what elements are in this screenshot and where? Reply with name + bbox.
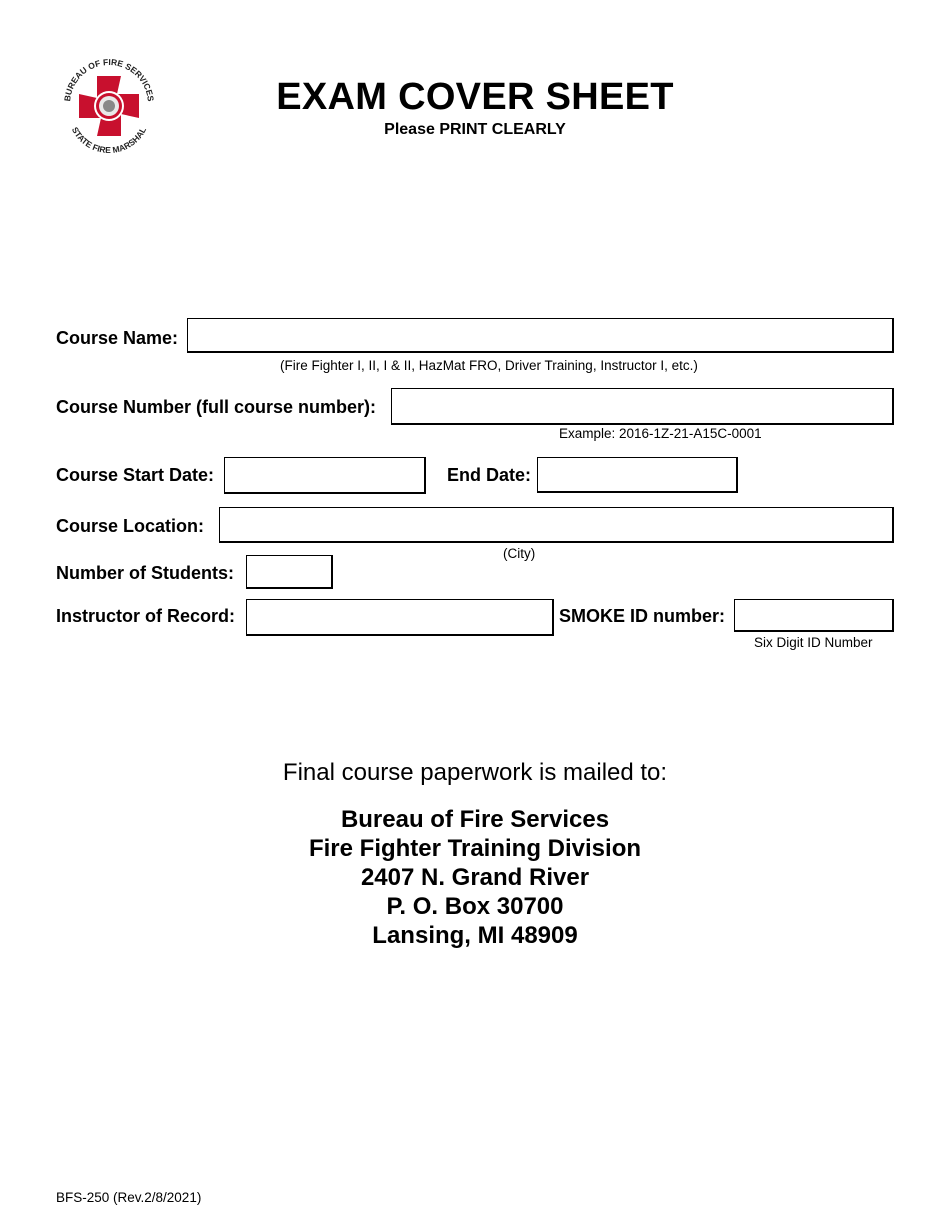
num-students-label: Number of Students: bbox=[56, 563, 234, 583]
start-date-label: Course Start Date: bbox=[56, 465, 215, 485]
smoke-id-field[interactable] bbox=[734, 599, 894, 632]
end-date-label: End Date: bbox=[447, 465, 532, 485]
address-line: P. O. Box 30700 bbox=[386, 893, 564, 920]
instructor-input[interactable] bbox=[247, 600, 552, 634]
smoke-id-input[interactable] bbox=[735, 600, 892, 630]
mailing-address bbox=[0, 805, 950, 950]
course-name-input[interactable] bbox=[188, 319, 892, 351]
course-name-field[interactable] bbox=[187, 318, 894, 353]
smoke-id-label: SMOKE ID number: bbox=[559, 606, 726, 626]
end-date-input[interactable] bbox=[538, 458, 736, 491]
course-number-field[interactable] bbox=[391, 388, 894, 425]
page-subtitle: Please PRINT CLEARLY bbox=[384, 121, 566, 138]
course-location-label: Course Location: bbox=[56, 516, 205, 536]
course-number-input[interactable] bbox=[392, 389, 892, 423]
smoke-id-hint: Six Digit ID Number bbox=[754, 635, 873, 650]
course-location-hint: (City) bbox=[503, 546, 536, 561]
start-date-field[interactable] bbox=[224, 457, 426, 494]
page-title: EXAM COVER SHEET bbox=[276, 76, 674, 118]
mailing-intro: Final course paperwork is mailed to: bbox=[282, 759, 668, 786]
course-number-hint: Example: 2016-1Z-21-A15C-0001 bbox=[559, 426, 762, 441]
instructor-field[interactable] bbox=[246, 599, 554, 636]
address-line: Fire Fighter Training Division bbox=[308, 835, 642, 862]
address-line: 2407 N. Grand River bbox=[360, 864, 590, 891]
instructor-label: Instructor of Record: bbox=[56, 606, 236, 626]
start-date-input[interactable] bbox=[225, 458, 424, 492]
form-id: BFS-250 (Rev.2/8/2021) bbox=[56, 1190, 202, 1205]
end-date-field[interactable] bbox=[537, 457, 738, 493]
course-name-label: Course Name: bbox=[56, 328, 179, 348]
svg-text:BUREAU OF FIRE SERVICES: BUREAU OF FIRE SERVICES bbox=[62, 56, 156, 102]
course-location-field[interactable] bbox=[219, 507, 894, 543]
svg-text:STATE FIRE MARSHAL: STATE FIRE MARSHAL bbox=[69, 125, 149, 156]
course-number-label: Course Number (full course number): bbox=[56, 397, 377, 417]
num-students-input[interactable] bbox=[247, 556, 331, 587]
address-line: Lansing, MI 48909 bbox=[372, 922, 578, 949]
bureau-of-fire-services-seal-icon bbox=[56, 46, 162, 164]
course-location-input[interactable] bbox=[220, 508, 892, 541]
address-line: Bureau of Fire Services bbox=[340, 806, 610, 833]
course-name-hint: (Fire Fighter I, II, I & II, HazMat FRO, Driver Training, Instructor I, etc.) bbox=[280, 358, 698, 373]
num-students-field[interactable] bbox=[246, 555, 333, 589]
